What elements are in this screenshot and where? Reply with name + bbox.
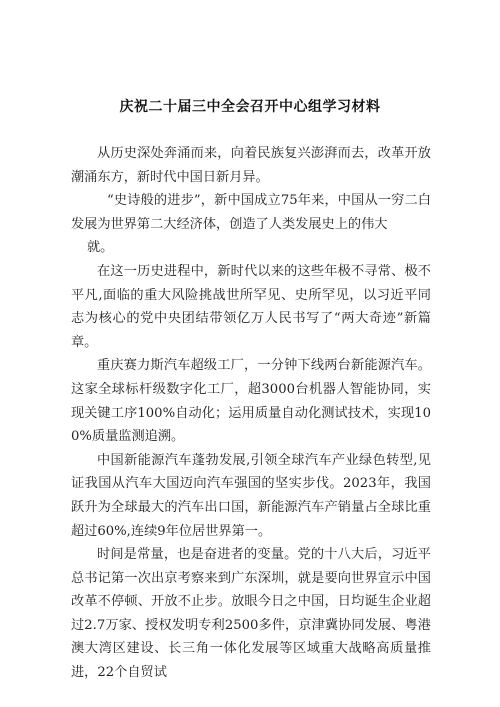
paragraph-3: 在这一历史进程中，新时代以来的这些年极不寻常、极不平凡,面临的重大风险挑战世所罕见、史所罕见，以习近平同志为核心的党中央团结带领亿万人民书写了“两大奇迹”新篇章。 [71, 263, 431, 350]
document-body [71, 142, 431, 685]
paragraph-6: 时间是常量，也是奋进者的变量。党的十八大后，习近平总书记第一次出京考察来到广东深圳，就是要向世界宣示中国改革不停顿、开放不止步。放眼今日之中国，日均诞生企业超过2.7万家、授权发明专利2500多件，京津冀协同发展、粤港澳大湾区建设、长三角一体化发展等区域重大战略高质量推进，22个自贸试 [71, 547, 431, 681]
paragraph-2: “史诗般的进步”，新中国成立75年来，中国从一穷二白发展为世界第二大经济体，创造了人类发展史上的伟大 [71, 193, 431, 232]
document-title: 庆祝二十届三中全会召开中心组学习材料 [119, 99, 381, 115]
paragraph-1: 从历史深处奔涌而来，向着民族复兴澎湃而去，改革开放潮涌东方，新时代中国日新月异。 [71, 146, 431, 185]
paragraph-2-continuation: 就。 [87, 240, 114, 256]
paragraph-4: 重庆赛力斯汽车超级工厂，一分钟下线两台新能源汽车。这家全球标杆级数字化工厂，超3000台机器人智能协同，实现关键工序100%自动化；运用质量自动化测试技术，实现100%质量监测追溯。 [71, 358, 431, 445]
paragraph-5: 中国新能源汽车蓬勃发展,引领全球汽车产业绿色转型,见证我国从汽车大国迈向汽车强国的坚实步伐。2023年，我国跃升为全球最大的汽车出口国，新能源汽车产销量占全球比重超过60%,连续9年位居世界第一。 [71, 452, 431, 539]
